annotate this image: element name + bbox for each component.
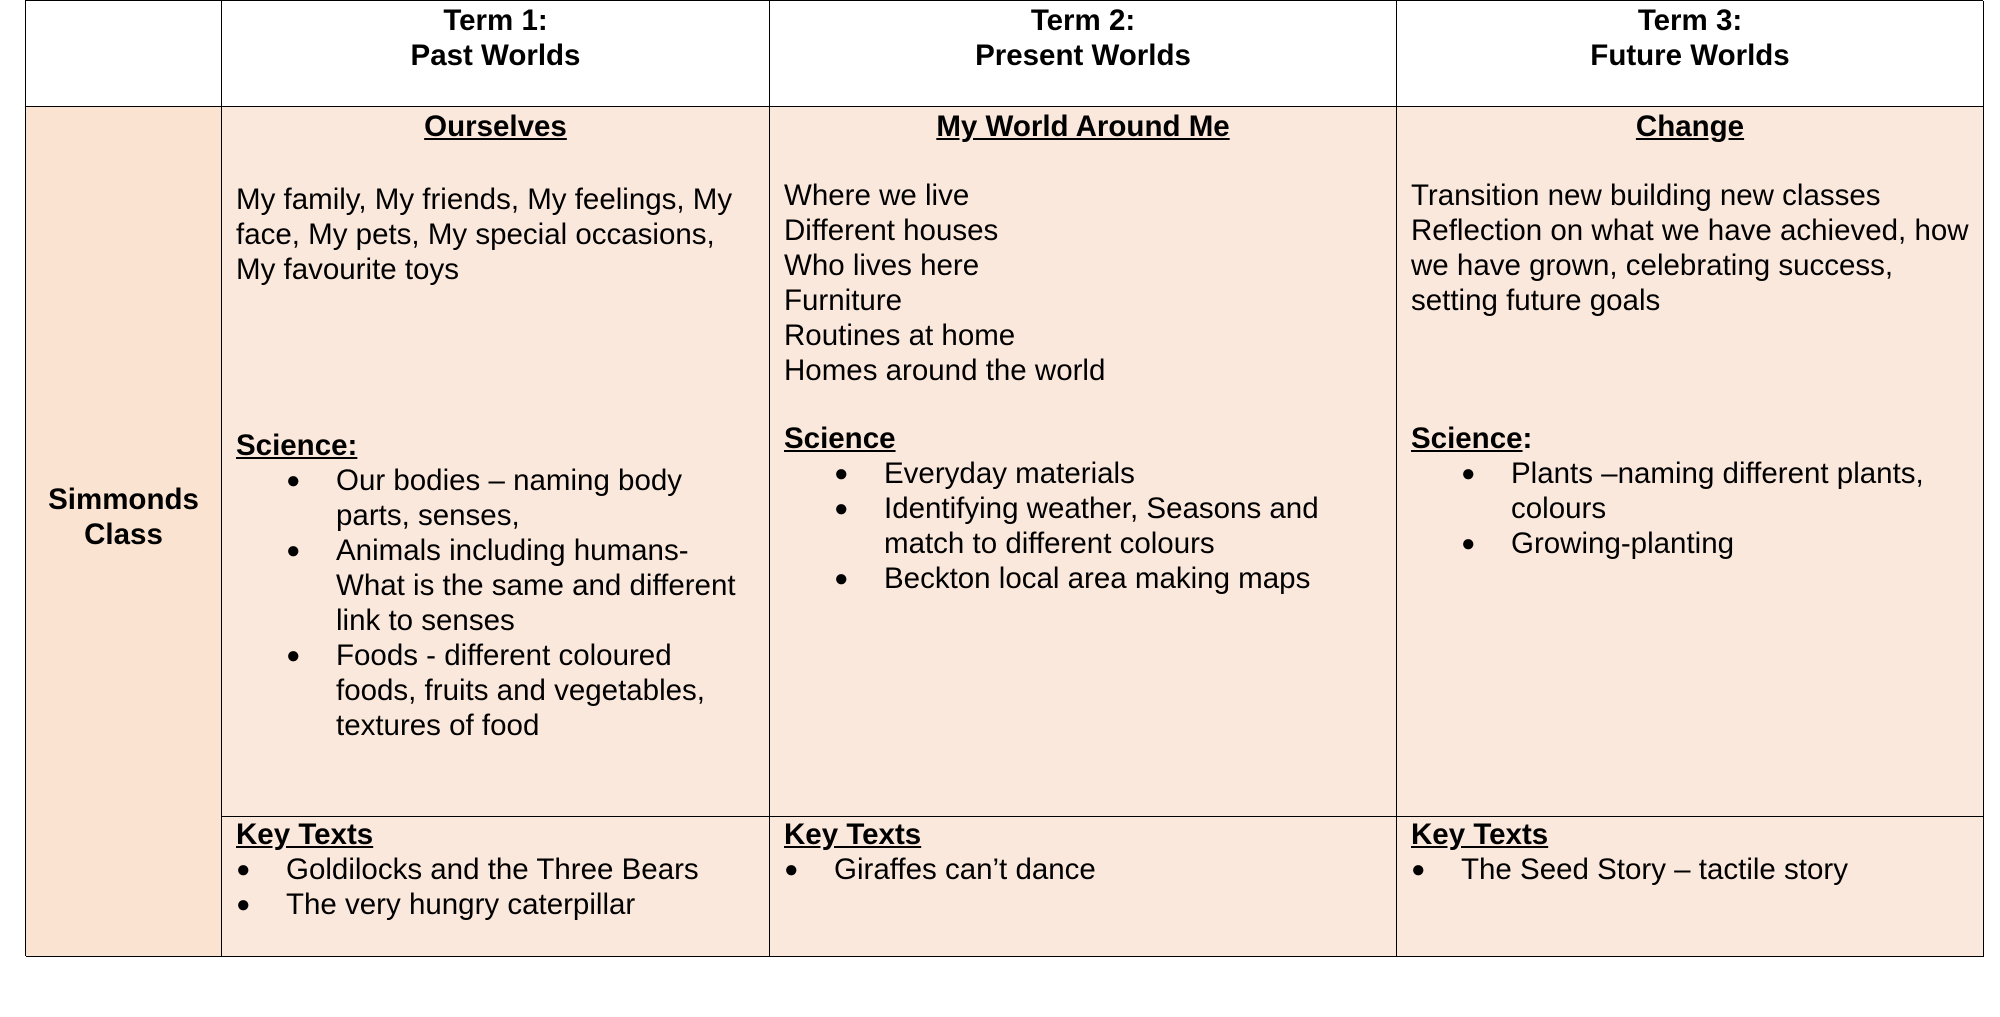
header-term-1-label: Term 1: xyxy=(443,4,548,37)
list-item: ● The very hungry caterpillar xyxy=(236,887,755,922)
term-2-key-texts-list xyxy=(784,852,1382,887)
term-3-intro-line: Transition new building new classes xyxy=(1411,179,1881,212)
list-item: ● Foods - different coloured foods, fruits and vegetables, textures of food xyxy=(236,638,755,743)
term-2-intro-line: Who lives here xyxy=(784,249,980,282)
term-3-science-list xyxy=(1411,456,1969,561)
list-item: ● Identifying weather, Seasons and match to different colours xyxy=(784,491,1382,561)
list-item: ● Plants –naming different plants, colours xyxy=(1411,456,1969,526)
header-term-3-title: Future Worlds xyxy=(1590,39,1790,72)
term-1-science-list xyxy=(236,463,755,743)
term-2-content xyxy=(770,107,1397,817)
term-2-key-texts-label: Key Texts xyxy=(784,818,922,851)
header-term-2 xyxy=(770,1,1397,107)
term-1-key-texts-list xyxy=(236,852,755,922)
term-2-intro-line: Different houses xyxy=(784,214,999,247)
header-term-3 xyxy=(1397,1,1984,107)
term-3-key-texts xyxy=(1397,817,1984,957)
term-3-science-colon: : xyxy=(1522,422,1533,455)
term-3-key-texts-label: Key Texts xyxy=(1411,818,1549,851)
list-item: ● Beckton local area making maps xyxy=(784,561,1382,596)
term-2-intro-line: Furniture xyxy=(784,284,903,317)
term-2-key-texts xyxy=(770,817,1397,957)
list-item: ● Growing-planting xyxy=(1411,526,1969,561)
term-1-intro: My family, My friends, My feelings, My face, My pets, My special occasions, My favourite toys xyxy=(236,183,733,286)
curriculum-table xyxy=(25,0,1983,956)
term-1-key-texts-label: Key Texts xyxy=(236,818,374,851)
term-1-key-texts xyxy=(222,817,770,957)
term-2-intro xyxy=(784,178,1382,388)
term-3-key-texts-list xyxy=(1411,852,1969,887)
term-3-science-heading xyxy=(1411,421,1969,456)
term-3-intro-line: Reflection on what we have achieved, how we have grown, celebrating success, setting future goals xyxy=(1411,214,1969,317)
class-name-line-1: Simmonds xyxy=(48,482,199,516)
term-3-science-label: Science xyxy=(1411,422,1523,455)
term-1-topic: Ourselves xyxy=(424,110,567,143)
term-1-content xyxy=(222,107,770,817)
term-2-intro-line: Routines at home xyxy=(784,319,1016,352)
list-item: ● Giraffes can’t dance xyxy=(784,852,1382,887)
term-2-intro-line: Where we live xyxy=(784,179,970,212)
term-1-science-label: Science: xyxy=(236,429,358,462)
term-3-intro xyxy=(1411,178,1969,318)
class-name xyxy=(48,482,199,552)
class-name-line-2: Class xyxy=(84,517,163,551)
header-term-1 xyxy=(222,1,770,107)
term-3-topic: Change xyxy=(1635,110,1745,143)
header-term-2-label: Term 2: xyxy=(1030,4,1136,37)
corner-cell xyxy=(26,1,222,107)
term-2-intro-line: Homes around the world xyxy=(784,354,1106,387)
term-2-topic: My World Around Me xyxy=(936,110,1230,143)
term-2-science-label: Science xyxy=(784,422,896,455)
list-item: ● Animals including humans- What is the same and different link to senses xyxy=(236,533,755,638)
header-term-3-label: Term 3: xyxy=(1637,4,1743,37)
list-item: ● Everyday materials xyxy=(784,456,1382,491)
header-term-2-title: Present Worlds xyxy=(975,39,1191,72)
list-item: ● Goldilocks and the Three Bears xyxy=(236,852,755,887)
term-2-science-list xyxy=(784,456,1382,596)
list-item: ● Our bodies – naming body parts, senses, xyxy=(236,463,755,533)
class-cell xyxy=(26,107,222,957)
header-term-1-title: Past Worlds xyxy=(410,39,581,72)
list-item: ● The Seed Story – tactile story xyxy=(1411,852,1969,887)
term-3-content xyxy=(1397,107,1984,817)
